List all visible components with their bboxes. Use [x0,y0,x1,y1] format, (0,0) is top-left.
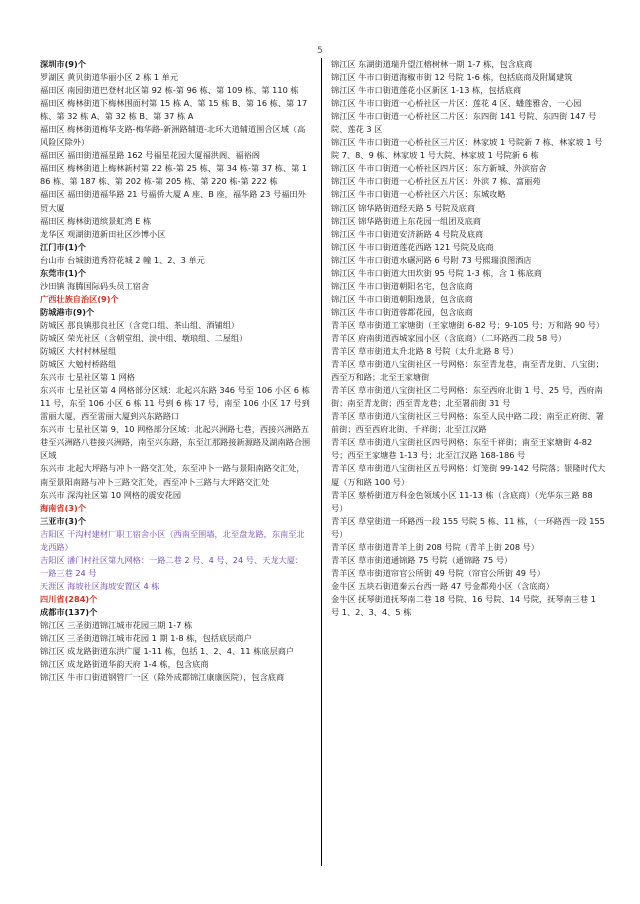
area-entry: 防城区 荣光社区（含朝堂组、淡中组、墩琅组、二屋组） [40,332,248,343]
area-entry: 防城区 那良镇那良社区（含竞口组、茶山组、酒铺组） [40,319,240,330]
area-entry: 锦江区 成龙路街道东洪广厦 1-11 栋，包括 1、2、4、11 栋底层商户 [40,646,295,657]
area-entry: 福田区 梅林街道下梅林围面村第 15 栋 A、第 15 栋 B、第 16 栋、第 17 栋、第 32 栋 A、第 32 栋 B、第 37 栋 A [40,98,308,122]
area-entry: 锦江区 牛市口街道安济新路 4 号院及底商 [331,228,484,239]
region-heading: 成都市(137)个 [40,606,98,617]
area-entry: 青羊区 草市街道青羊上街 208 号院（青羊上街 208 号） [331,541,540,552]
area-entry: 福田区 南园街道巴登村北区第 92 栋-第 96 栋、第 109 栋、第 110 栋 [40,85,299,96]
area-entry: 锦江区 牛市口街道朝阳逸景，包含底商 [331,293,473,304]
area-entry: 东兴市 深沟社区第 10 网格的震安花园 [40,489,182,500]
area-entry: 锦江区 牛市口街道一心桥社区一片区：莲花 4 区、蟠莲雅舍、一心园 [331,98,582,109]
area-entry: 锦江区 牛市口街道蓉都花园，包含底商 [331,306,473,317]
page-number: 5 [317,46,323,56]
area-entry: 青羊区 草市街道通锦路 75 号院（通锦路 75 号） [331,554,513,565]
area-entry: 防城区 大勉村桥路组 [40,359,117,370]
region-heading: 广西壮族自治区(9)个 [40,293,119,304]
area-entry: 东兴市 七星社区第 1 网格 [40,372,135,383]
area-entry: 锦江区 牛市口街道朝阳名宅，包含底商 [331,280,473,291]
area-entry: 福田区 梅林街道梅华支路-梅华路-新洲路辅道-北环大道辅道围合区域（高风险区除外） [40,124,306,148]
area-entry: 天涯区 海坡社区海坡安置区 4 栋 [40,580,160,591]
area-entry: 青羊区 草市街道八宝街社区三号网格：东至人民中路二段；南至正府街、署前街；西至西府北街、千祥街；北至江汉路 [331,411,604,435]
area-entry: 青羊区 草市街道八宝街社区二号网格：东至西府北街 1 号、25 号，西府南街；南至青龙街；西至青龙巷；北至署前街 31 号 [331,385,603,409]
area-entry: 锦江区 三圣街道锦江城市花园 1 期 1-8 栋，包括底层商户 [40,633,252,644]
area-entry: 东兴市 七星社区第 9、10 网格部分区域：北起兴洲路七巷，西接兴洲路五巷至兴洲路八巷接兴洲路，南至兴东路，东至江那路接新源路及湖南路合围区域 [40,424,311,461]
area-entry: 青羊区 草市街道八宝街社区五号网格：灯笼街 99-142 号院落；银隆时代大厦（万和路 100 号） [331,463,606,487]
region-heading: 深圳市(9)个 [40,59,86,69]
left-column [40,58,311,684]
area-entry: 锦江区 牛市口街道一心桥社区四片区：东方新城、外滨宿舍 [331,163,547,174]
area-entry: 锦江区 牛市口街道水碾河路 6 号附 73 号熙瑞浪图酒店 [331,254,532,265]
area-entry: 青羊区 草市街道帘官公所街 49 号院（帘官公所街 49 号） [331,567,545,578]
region-heading: 江门市(1)个 [40,241,86,252]
area-entry: 锦江区 锦华路街道经天路 5 号院及底商 [331,202,476,213]
area-entry: 台山市 台城街道秀符花城 2 幢 1、2、3 单元 [40,254,205,265]
region-heading: 防城港市(9)个 [40,306,95,317]
area-entry: 龙华区 观湖街道新田社区沙博小区 [40,228,166,239]
area-entry: 吉阳区 潘门村社区第九网格：一路二巷 2 号、4 号、24 号、天龙大厦：一路三巷 24 号 [40,554,304,578]
region-heading: 海南省(3)个 [40,502,86,513]
right-column [331,58,606,619]
area-entry: 锦江区 牛市口街道一心桥社区三片区：林家坡 1 号院新 7 栋、林家坡 1 号院 7、8、9 栋、林家坡 1 号大院、林家坡 1 号院新 6 栋 [331,137,603,161]
area-entry: 锦江区 牛市口街道一心桥社区五片区：外滨 7 栋、富丽苑 [331,176,541,187]
area-entry: 吉阳区 干沟村建材厂职工宿舍小区（西南至围墙，北至盘龙路，东南至北龙西路） [40,528,305,552]
area-entry: 锦江区 牛市口街道一心桥社区六片区：东城攻略 [331,189,506,200]
area-entry: 东兴市 七星社区第 4 网格部分区域：北起兴东路 346 号至 106 小区 6 栋 11 号，东至 106 小区 6 栋 11 号到 6 栋 17 号，南至 106 小区 17 号到雷丽大厦，西至雷丽大厦到兴东路路口 [40,385,310,422]
area-entry: 锦江区 牛市口街道钢管厂一区（除外成都锦江康康医院），包含底商 [40,672,285,683]
area-entry: 防城区 大村村林屋组 [40,346,117,357]
area-entry: 青羊区 府南街道西城家园小区（含底商）（二环路西二段 58 号） [331,332,567,343]
area-entry: 金牛区 五块石街道秦云台西一路 47 号金都苑小区（含底商） [331,580,554,591]
column-divider [321,58,322,866]
area-entry: 东兴市 北起大坪路与冲卜一路交汇处，东至冲卜一路与景阳南路交汇处，南至景阳南路与冲卜三路交汇处，西至冲卜三路与大坪路交汇处 [40,463,305,487]
area-entry: 青羊区 草堂街道一环路西一段 155 号院 5 栋、11 栋，（一环路西一段 155 号） [331,515,605,539]
area-entry: 锦江区 锦华路街道上东花园一组团及底商 [331,215,481,226]
area-entry: 福田区 福田街道福华路 21 号福侨大厦 A 座、B 座，福华路 23 号福田外贸大厦 [40,189,306,213]
region-heading: 东莞市(1)个 [40,267,86,278]
area-entry: 锦江区 三圣街道锦江城市花园三期 1-7 栋 [40,620,193,631]
area-entry: 锦江区 东湖街道瑞升望江榕树林一期 1-7 栋，包含底商 [331,59,533,69]
area-entry: 福田区 梅林街道上梅林新村第 22 栋-第 25 栋、第 34 栋-第 37 栋、第 186 栋、第 187 栋、第 202 栋-第 205 栋、第 220 栋-第 222 栋 [40,163,308,187]
area-entry: 福田区 福田街道福星路 162 号福星花园大厦福洪阁、福裕阁 [40,150,260,161]
area-entry: 青羊区 草市街道八宝街社区一号网格：东至青龙巷，南至青龙街、八宝街；西至万和路；北至王家塘街 [331,359,604,383]
area-entry: 锦江区 牛市口街道莲花西路 121 号院及底商 [331,241,494,252]
area-entry: 金牛区 抚琴街道抚琴南二巷 18 号院、16 号院、14 号院，抚琴南三巷 1 号 1、2、3、4、5 栋 [331,593,596,617]
region-heading: 三亚市(3)个 [40,515,86,526]
area-entry: 青羊区 蔡桥街道万科金色领域小区 11-13 栋（含底商）（光华东三路 88 号） [331,489,593,513]
area-entry: 沙田镇 海腾国际码头员工宿舍 [40,280,150,291]
area-entry: 锦江区 牛市口街道海椒市街 12 号院 1-6 栋，包括底商及附属建筑 [331,72,573,83]
area-entry: 福田区 梅林街道缤景虹湾 E 栋 [40,215,152,226]
area-entry: 青羊区 草市街道工家塘街（王家塘街 6-82 号；9-105 号；万和路 90 号） [331,319,605,330]
area-entry: 锦江区 牛市口街道大田坎街 95 号院 1-3 栋，含 1 栋底商 [331,267,542,278]
region-heading: 四川省(284)个 [40,593,98,604]
area-entry: 青羊区 草市街道太升北路 8 号院（太升北路 8 号） [331,346,519,357]
area-entry: 锦江区 牛市口街道莲花小区新区 1-13 栋，包括底商 [331,85,522,96]
area-entry: 锦江区 成龙路街道华韵天府 1-4 栋，包含底商 [40,659,209,670]
area-entry: 罗湖区 黄贝街道华丽小区 2 栋 1 单元 [40,72,179,83]
area-entry: 青羊区 草市街道八宝街社区四号网格：东至千祥街；南至王家塘街 4-82 号；西至王家塘巷 1-13 号；北至江汉路 168-186 号 [331,437,593,461]
area-entry: 锦江区 牛市口街道一心桥社区二片区：东四街 141 号院、东四街 147 号院、莲花 3 区 [331,111,597,135]
